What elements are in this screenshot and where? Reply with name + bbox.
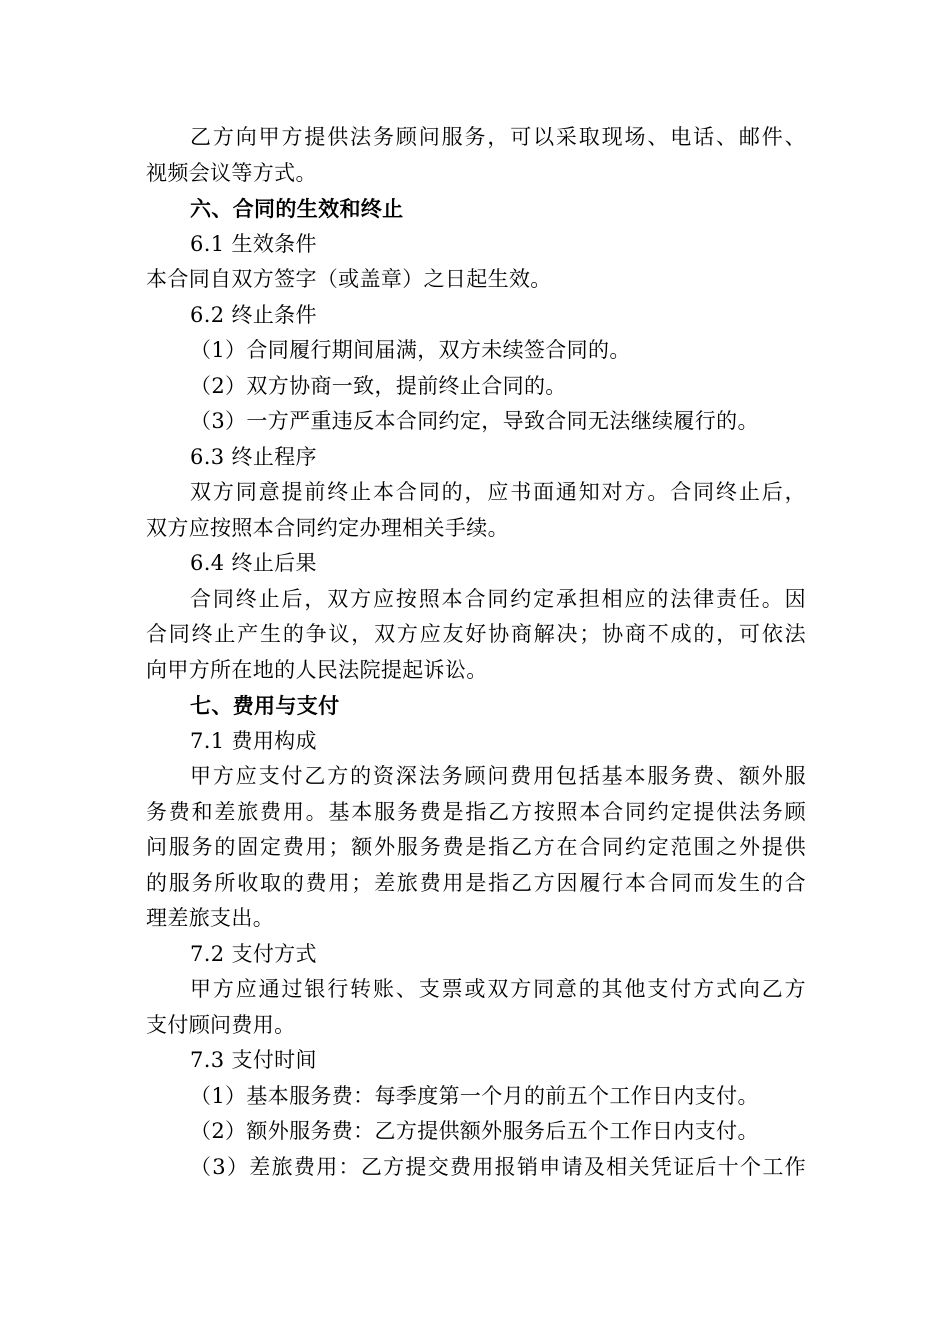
list-item: （2）额外服务费：乙方提供额外服务后五个工作日内支付。	[190, 1119, 759, 1143]
paragraph-line: 向甲方所在地的人民法院提起诉讼。	[146, 657, 488, 682]
paragraph-line: 视频会议等方式。	[146, 160, 317, 185]
subsection-title: 7.3 支付时间	[190, 1048, 317, 1072]
paragraph-line: 双方同意提前终止本合同的，应书面通知对方。合同终止后，	[190, 480, 806, 504]
subsection-title: 6.2 终止条件	[190, 302, 317, 327]
section-heading: 七、费用与支付	[190, 693, 340, 718]
paragraph-line: 本合同自双方签字（或盖章）之日起生效。	[146, 267, 552, 291]
list-item: （2）双方协商一致，提前终止合同的。	[190, 373, 567, 398]
subsection-title: 7.2 支付方式	[190, 941, 317, 966]
subsection-title: 6.1 生效条件	[190, 231, 317, 256]
list-item: （3）差旅费用：乙方提交费用报销申请及相关凭证后十个工作	[190, 1154, 806, 1179]
subsection-title: 6.3 终止程序	[190, 444, 317, 469]
list-item: （1）合同履行期间届满，双方未续签合同的。	[190, 338, 631, 362]
list-item: （1）基本服务费：每季度第一个月的前五个工作日内支付。	[190, 1083, 759, 1108]
paragraph-line: 合同终止产生的争议，双方应友好协商解决；协商不成的，可依法	[146, 622, 806, 646]
list-item: （3）一方严重违反本合同约定，导致合同无法继续履行的。	[190, 409, 759, 433]
paragraph-line: 乙方向甲方提供法务顾问服务，可以采取现场、电话、邮件、	[190, 125, 806, 149]
paragraph-line: 支付顾问费用。	[146, 1012, 296, 1037]
document-body	[146, 120, 806, 1185]
paragraph-line: 的服务所收取的费用；差旅费用是指乙方因履行本合同而发生的合	[146, 870, 806, 895]
paragraph-line: 甲方应支付乙方的资深法务顾问费用包括基本服务费、额外服	[190, 764, 806, 788]
paragraph-line: 务费和差旅费用。基本服务费是指乙方按照本合同约定提供法务顾	[146, 799, 806, 824]
paragraph-line: 双方应按照本合同约定办理相关手续。	[146, 515, 509, 540]
paragraph-line: 问服务的固定费用；额外服务费是指乙方在合同约定范围之外提供	[146, 835, 806, 859]
subsection-title: 6.4 终止后果	[190, 551, 317, 575]
section-heading: 六、合同的生效和终止	[190, 196, 404, 221]
subsection-title: 7.1 费用构成	[190, 728, 317, 753]
paragraph-line: 理差旅支出。	[146, 906, 275, 930]
paragraph-line: 合同终止后，双方应按照本合同约定承担相应的法律责任。因	[190, 586, 806, 611]
paragraph-line: 甲方应通过银行转账、支票或双方同意的其他支付方式向乙方	[190, 977, 806, 1001]
